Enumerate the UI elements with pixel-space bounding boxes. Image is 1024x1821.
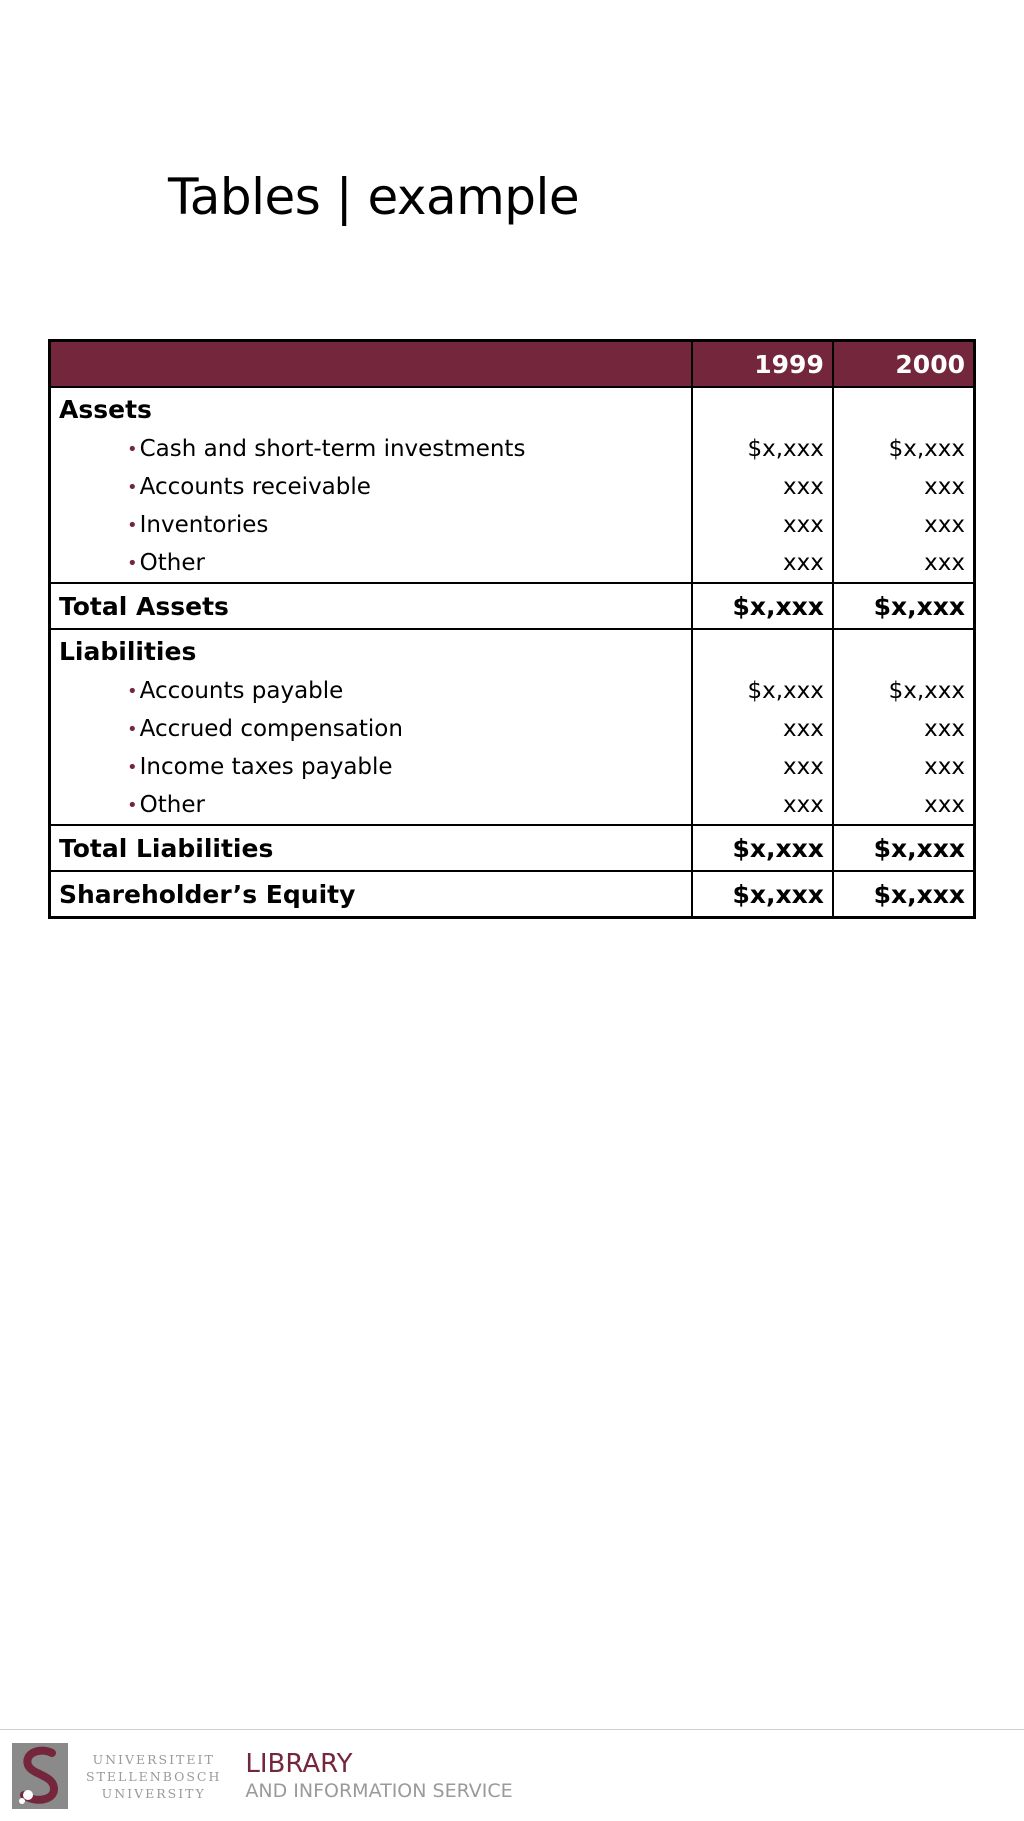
- value: xxx: [924, 792, 965, 818]
- footer: [12, 1740, 513, 1812]
- total-assets-2000: $x,xxx: [833, 583, 975, 629]
- total-liabilities-2000: $x,xxx: [833, 825, 975, 871]
- shareholders-equity-row: [50, 871, 975, 918]
- equity-label: Shareholder’s Equity: [50, 871, 692, 918]
- list-item: [51, 430, 691, 468]
- value: xxx: [783, 792, 824, 818]
- item-label: Accrued compensation: [139, 716, 403, 742]
- list-item: [51, 748, 691, 786]
- bullet-icon: •: [127, 756, 138, 778]
- financial-table: [48, 339, 976, 919]
- assets-heading: Assets: [59, 394, 152, 424]
- value: xxx: [783, 550, 824, 576]
- total-liabilities-1999: $x,xxx: [692, 825, 833, 871]
- total-liabilities-row: [50, 825, 975, 871]
- value: xxx: [924, 474, 965, 500]
- value: xxx: [783, 716, 824, 742]
- list-item: [51, 710, 691, 748]
- header-blank-cell: [50, 341, 692, 388]
- total-assets-label: Total Assets: [50, 583, 692, 629]
- value: xxx: [783, 474, 824, 500]
- university-line-1: UNIVERSITEIT: [92, 1751, 215, 1767]
- value: xxx: [924, 550, 965, 576]
- university-name: [86, 1751, 221, 1802]
- total-assets-1999: $x,xxx: [692, 583, 833, 629]
- item-label: Other: [139, 792, 205, 818]
- liabilities-2000-cell: [833, 629, 975, 825]
- assets-2000-cell: [833, 387, 975, 583]
- value: $x,xxx: [888, 678, 965, 704]
- assets-label-cell: [50, 387, 692, 583]
- footer-divider: [0, 1729, 1024, 1730]
- bullet-icon: •: [127, 514, 138, 536]
- equity-1999: $x,xxx: [692, 871, 833, 918]
- bullet-icon: •: [127, 718, 138, 740]
- bullet-icon: •: [127, 680, 138, 702]
- list-item: [51, 506, 691, 544]
- item-label: Inventories: [139, 512, 269, 538]
- item-label: Accounts payable: [139, 678, 344, 704]
- item-label: Other: [139, 550, 205, 576]
- library-title: LIBRARY: [245, 1749, 353, 1779]
- bullet-icon: •: [127, 476, 138, 498]
- header-year-1999: 1999: [692, 341, 833, 388]
- bullet-icon: •: [127, 552, 138, 574]
- list-item: [51, 786, 691, 824]
- library-branding: [245, 1749, 512, 1803]
- liabilities-label-cell: [50, 629, 692, 825]
- value: $x,xxx: [888, 436, 965, 462]
- liabilities-group: [50, 629, 975, 825]
- equity-2000: $x,xxx: [833, 871, 975, 918]
- header-year-2000: 2000: [833, 341, 975, 388]
- total-liabilities-label: Total Liabilities: [50, 825, 692, 871]
- library-subtitle: AND INFORMATION SERVICE: [245, 1780, 513, 1802]
- university-line-3: UNIVERSITY: [101, 1785, 206, 1801]
- list-item: [51, 672, 691, 710]
- bullet-icon: •: [127, 794, 138, 816]
- list-item: [51, 468, 691, 506]
- liabilities-1999-cell: [692, 629, 833, 825]
- page-title: Tables | example: [168, 168, 580, 226]
- stellenbosch-s-logo-icon: [12, 1743, 68, 1809]
- value: xxx: [783, 512, 824, 538]
- assets-1999-cell: [692, 387, 833, 583]
- total-assets-row: [50, 583, 975, 629]
- value: xxx: [924, 716, 965, 742]
- bullet-icon: •: [127, 438, 138, 460]
- value: $x,xxx: [747, 436, 824, 462]
- table-header-row: [50, 341, 975, 388]
- assets-group: [50, 387, 975, 583]
- value: xxx: [924, 512, 965, 538]
- value: xxx: [924, 754, 965, 780]
- item-label: Income taxes payable: [139, 754, 393, 780]
- list-item: [51, 544, 691, 582]
- item-label: Cash and short-term investments: [139, 436, 526, 462]
- liabilities-heading: Liabilities: [59, 636, 197, 666]
- value: $x,xxx: [747, 678, 824, 704]
- university-line-2: STELLENBOSCH: [86, 1768, 222, 1784]
- item-label: Accounts receivable: [139, 474, 371, 500]
- value: xxx: [783, 754, 824, 780]
